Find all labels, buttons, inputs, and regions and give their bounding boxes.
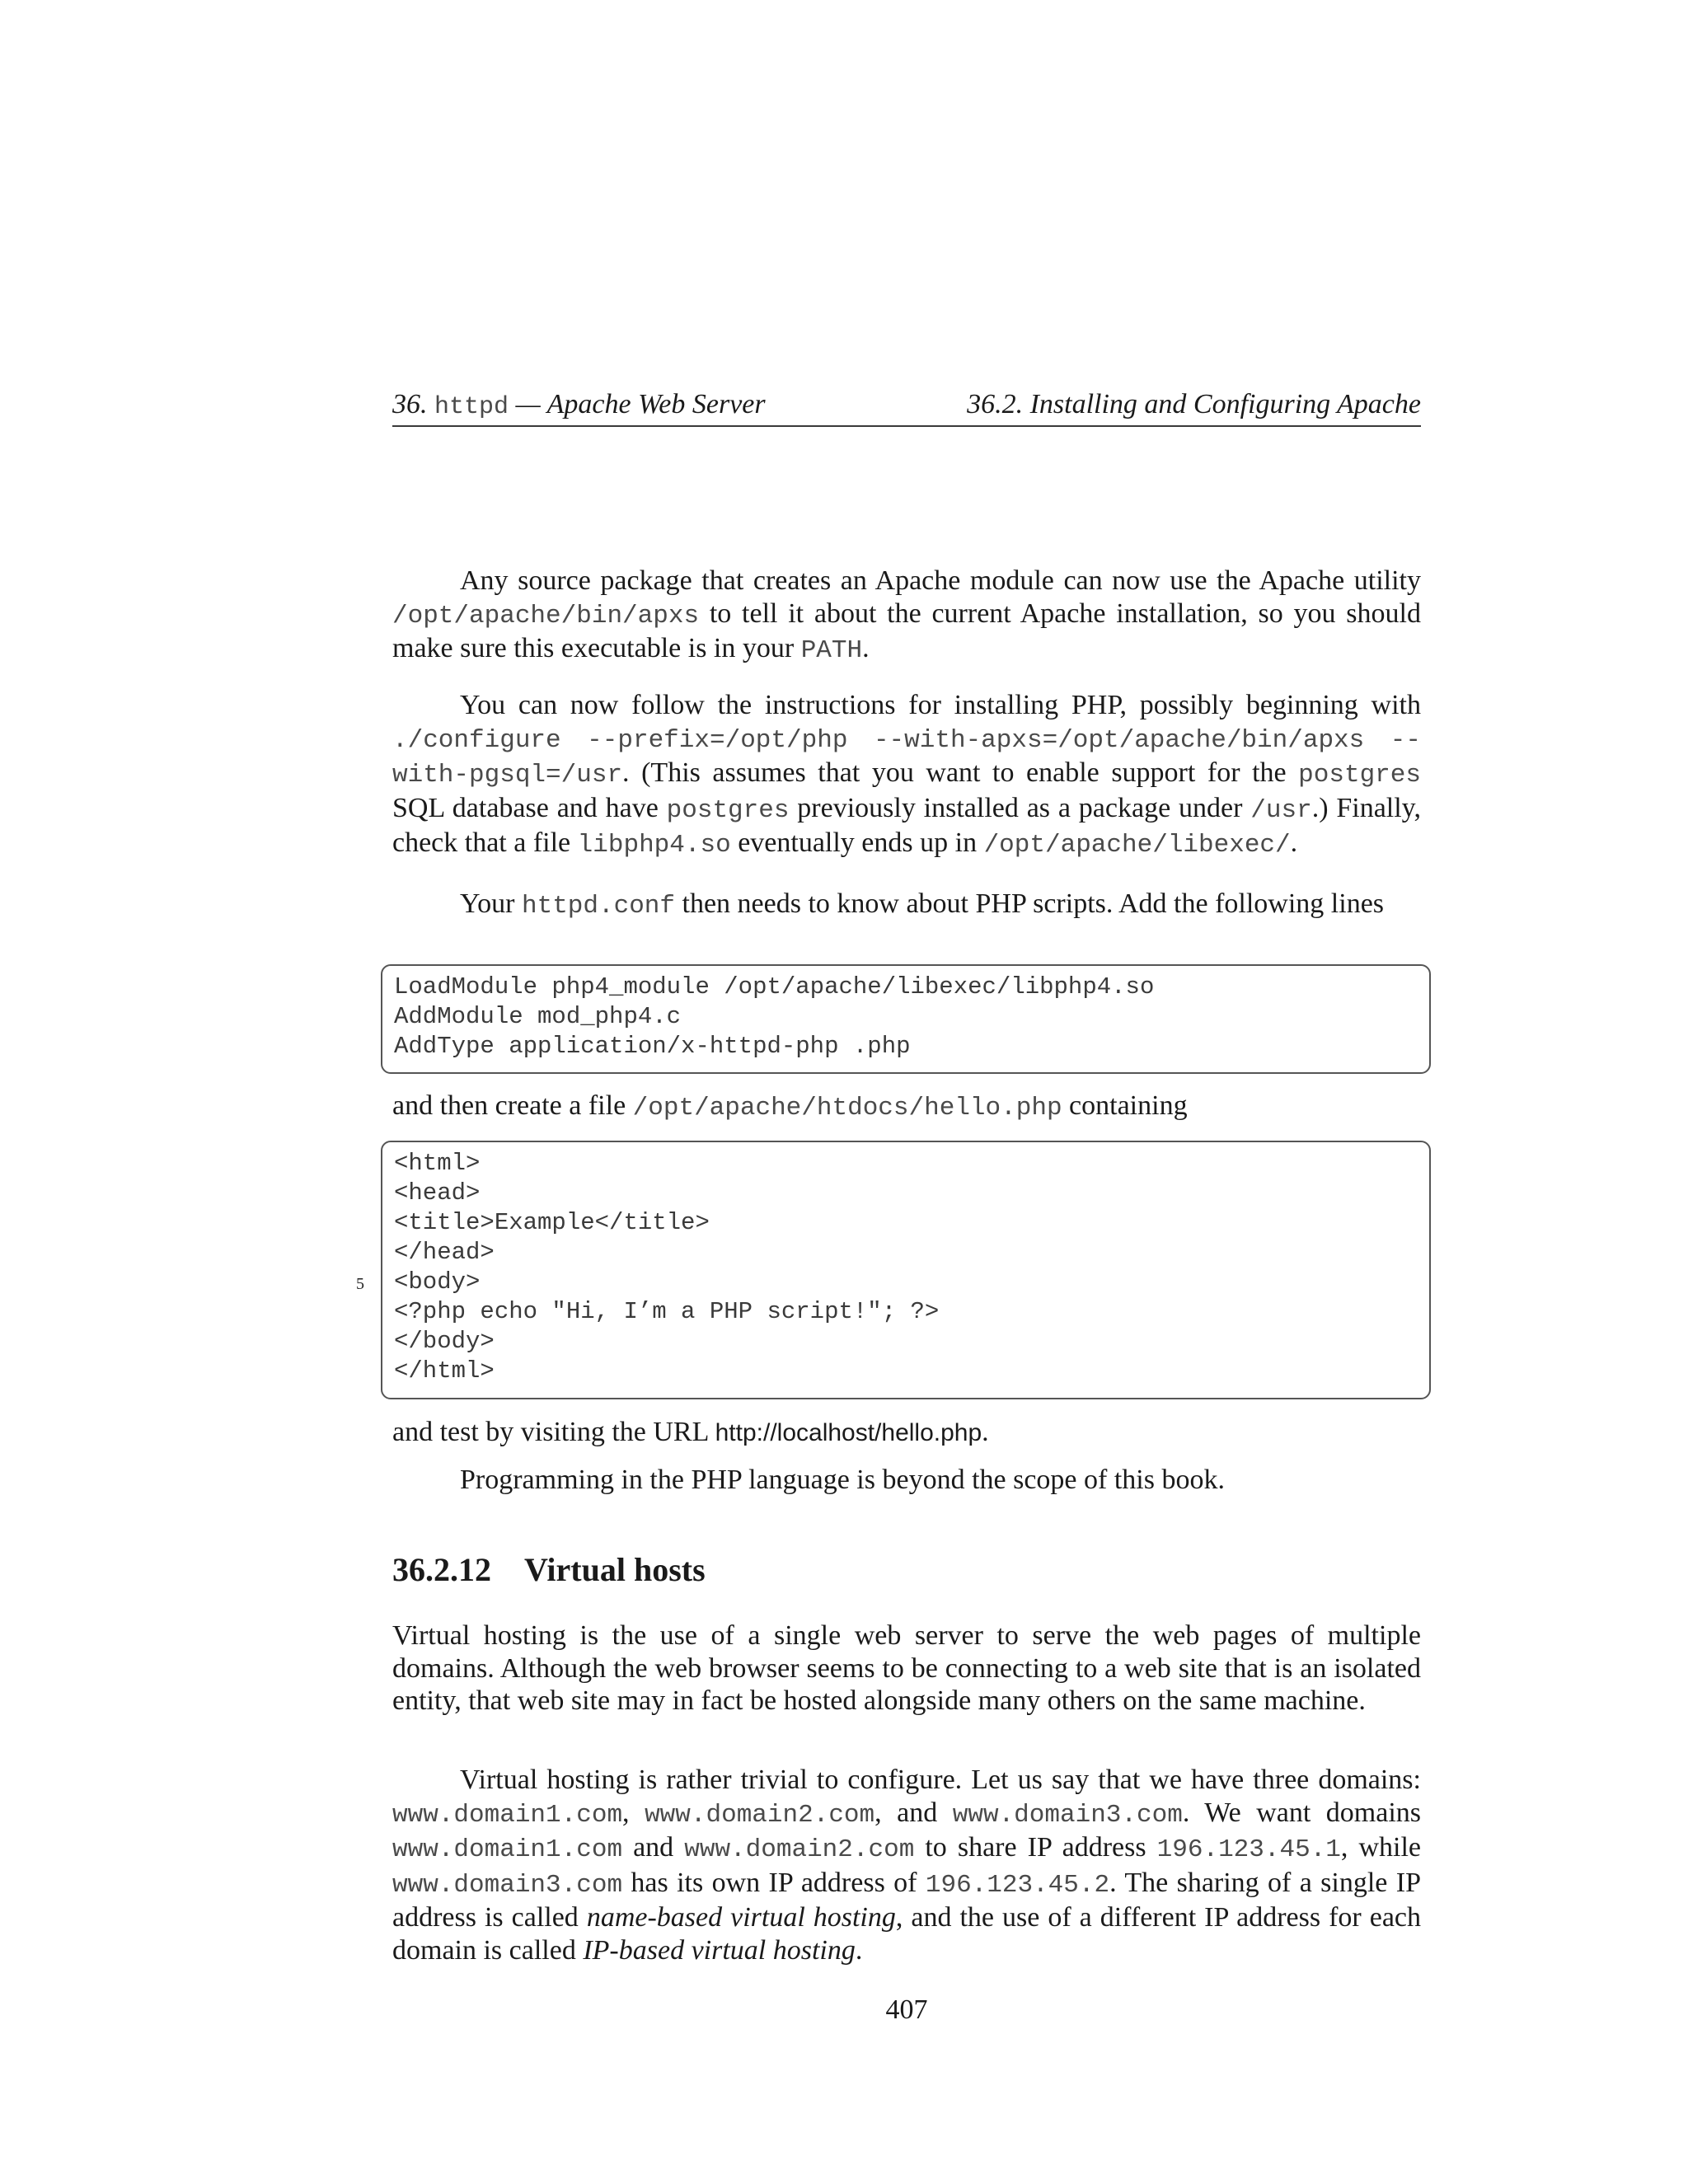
text: You can now follow the instructions for installing PHP, possibly beginning with <box>460 690 1421 720</box>
text: Your <box>460 888 522 919</box>
section-title: Virtual hosts <box>524 1551 706 1588</box>
section-heading <box>392 1549 706 1591</box>
section-number: 36.2.12 <box>392 1551 491 1588</box>
code-line: </body> <box>394 1328 495 1355</box>
paragraph-create-file <box>392 1090 1421 1125</box>
text: and then create a file <box>392 1090 633 1121</box>
text: , and <box>874 1797 953 1828</box>
url-link[interactable]: http://localhost/hello.php <box>715 1419 982 1446</box>
chapter-code: httpd <box>434 393 509 421</box>
code-line-text: <body> <box>394 1268 481 1296</box>
text: Programming in the PHP language is beyond the scope of this book. <box>460 1465 1225 1495</box>
text: . <box>855 1934 863 1966</box>
text: . <box>862 633 870 663</box>
text: , and the use of a different IP address for each domain is called <box>392 1902 1422 1966</box>
text: . The sharing of a single IP address is called <box>392 1867 1421 1933</box>
text: then needs to know about PHP scripts. Add the following lines <box>675 888 1385 919</box>
code-block-httpd-conf <box>381 964 1431 1074</box>
text: eventually ends up in <box>730 827 984 858</box>
code-postgres: postgres <box>666 795 790 825</box>
text: . <box>982 1417 989 1447</box>
code-env-var: PATH <box>800 636 863 665</box>
paragraph-test-url <box>392 1416 1421 1450</box>
code-line: <?php echo "Hi, I’m a PHP script!"; ?> <box>394 1298 940 1325</box>
code-block-hello-php <box>356 1141 1431 1399</box>
paragraph-virtual-hosting-def <box>392 1619 1421 1718</box>
paragraph-php-scope <box>392 1464 1421 1497</box>
code-postgres: postgres <box>1298 761 1421 790</box>
code-line: <head> <box>394 1179 481 1207</box>
chapter-suffix: — Apache Web Server <box>515 389 766 419</box>
code-line: </head> <box>394 1239 495 1266</box>
code-line: LoadModule php4_module /opt/apache/libexec/libphp4.so <box>394 973 1155 1001</box>
text: . We want domains <box>1182 1797 1422 1828</box>
code-domain: www.domain3.com <box>392 1870 623 1900</box>
code-domain: www.domain1.com <box>392 1835 623 1864</box>
text: , <box>622 1797 645 1828</box>
text: Any source package that creates an Apache module can now use the Apache utility <box>460 565 1421 596</box>
chapter-number: 36. <box>392 389 428 419</box>
code-ip-address: 196.123.45.1 <box>1156 1835 1341 1864</box>
text: containing <box>1062 1090 1188 1121</box>
code-path: /opt/apache/htdocs/hello.php <box>632 1094 1062 1122</box>
text: Virtual hosting is the use of a single web server to serve the web pages of multiple domains. Although the web browser seems to be connecting to a web site that is an isolated entity, that web site may in fact be hosted alongside many others on the same machine. <box>392 1620 1421 1716</box>
code-line: <html> <box>394 1150 481 1177</box>
text: . (This assumes that you want to enable support for the <box>622 757 1299 788</box>
running-header <box>392 384 1421 427</box>
code-domain: www.domain3.com <box>952 1800 1183 1830</box>
header-chapter-title <box>392 384 766 428</box>
emphasis-term: name-based virtual hosting <box>586 1902 896 1933</box>
code-filename: httpd.conf <box>521 892 676 921</box>
page <box>356 0 1422 2184</box>
text: and <box>622 1832 685 1863</box>
code-line: AddModule mod_php4.c <box>394 1003 682 1030</box>
text: SQL database and have <box>392 792 667 823</box>
text: . <box>1290 827 1298 858</box>
emphasis-term: IP-based virtual hosting <box>583 1934 856 1966</box>
line-number: 5 <box>356 1275 364 1293</box>
code-path: /usr <box>1250 795 1312 825</box>
code-filename: libphp4.so <box>577 831 731 860</box>
code-line: AddType application/x-httpd-php .php <box>394 1033 911 1060</box>
code-configure-command: ./configure --prefix=/opt/php --with-apxs=/opt/apache/bin/apxs --with-pgsql=/usr <box>392 725 1421 790</box>
code-domain: www.domain1.com <box>392 1800 623 1830</box>
paragraph-httpd-conf <box>392 888 1421 923</box>
text: previously installed as a package under <box>789 792 1251 823</box>
page-number: 407 <box>885 1994 928 2025</box>
code-line: <title>Example</title> <box>394 1209 710 1236</box>
code-ip-address: 196.123.45.2 <box>925 1870 1110 1900</box>
code-path: /opt/apache/libexec/ <box>983 831 1291 860</box>
text: , while <box>1340 1832 1422 1863</box>
paragraph-php-install <box>392 689 1421 862</box>
text: .) Finally, check that a file <box>392 792 1421 858</box>
header-section-title: 36.2. Installing and Configuring Apache <box>967 389 1421 419</box>
text: has its own IP address of <box>622 1867 926 1898</box>
code-path: /opt/apache/bin/apxs <box>392 601 700 630</box>
code-line <box>356 1268 1429 1297</box>
code-domain: www.domain2.com <box>684 1835 915 1864</box>
code-line: </html> <box>394 1357 495 1385</box>
code-domain: www.domain2.com <box>645 1800 875 1830</box>
text: to tell it about the current Apache installation, so you should make sure this executable is in your <box>392 598 1421 663</box>
paragraph-apxs <box>392 565 1421 668</box>
text: to share IP address <box>914 1832 1157 1863</box>
text: Virtual hosting is rather trivial to configure. Let us say that we have three domains: <box>460 1765 1421 1795</box>
text: and test by visiting the URL <box>392 1417 715 1447</box>
paragraph-virtual-hosting-config <box>392 1764 1421 1966</box>
